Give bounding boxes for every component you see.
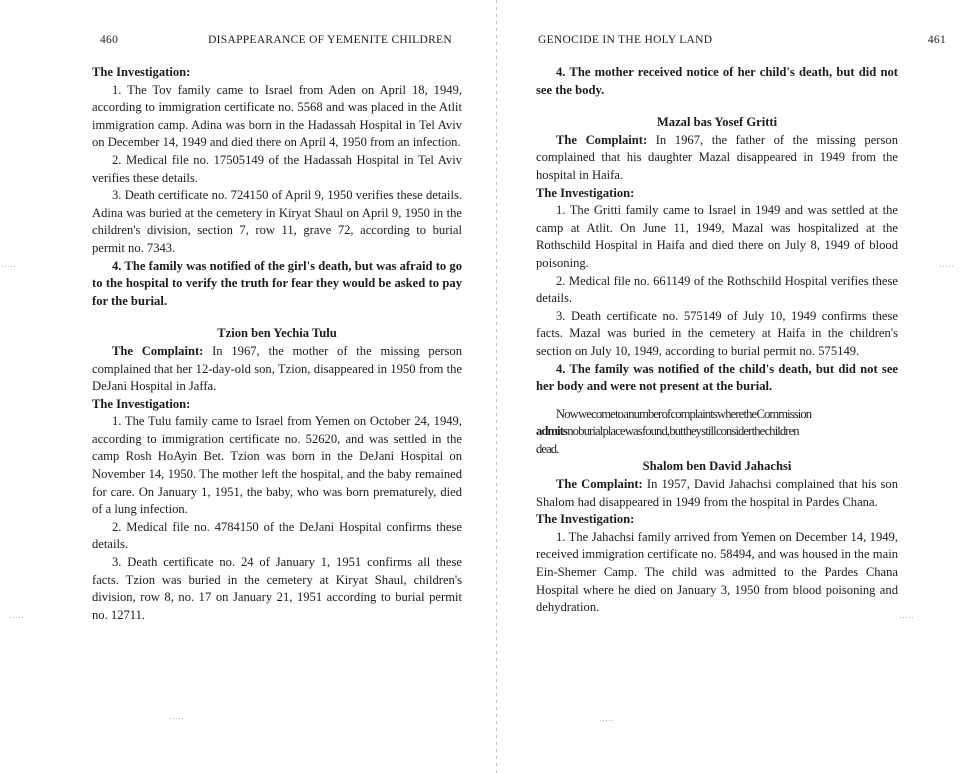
- scan-speck: [170, 718, 184, 719]
- jahachsi-item-1: 1. The Jahachsi family arrived from Yemen on December 14, 1949, received immigration certificate no. 58494, and was housed in the main Ein-Shemer Camp. The child was admitted to the Pardes Chana Hospital where he died on January 3, 1950 from blood poisoning and dehydration.: [536, 529, 898, 615]
- tulu-complaint-label: The Complaint:: [112, 343, 204, 358]
- gritti-investigation-heading: The Investigation:: [536, 185, 635, 200]
- right-header-title: GENOCIDE IN THE HOLY LAND: [538, 34, 713, 46]
- scan-speck: [600, 720, 614, 721]
- gritti-item-4: 4. The family was notified of the child's death, but did not see her body and were not present at the burial.: [536, 361, 898, 394]
- right-page: [506, 0, 972, 773]
- tov-item-4: 4. The family was notified of the girl's death, but was afraid to go to the hospital to verify the truth for fear they would be asked to pay for the burial.: [92, 258, 462, 308]
- tov-investigation-heading: The Investigation:: [92, 65, 191, 79]
- scan-speck: [10, 617, 24, 618]
- right-page-number: 461: [927, 34, 946, 46]
- jahachsi-case-title: Shalom ben David Jahachsi: [642, 459, 792, 474]
- scan-speck: [2, 266, 16, 267]
- scan-speck: [940, 266, 954, 267]
- tulu-item-4: 4. The mother received notice of her child's death, but did not see the body.: [536, 65, 898, 97]
- jahachsi-complaint-label: The Complaint:: [556, 477, 643, 492]
- gritti-complaint: [536, 132, 898, 185]
- tulu-case-title: Tzion ben Yechia Tulu: [217, 326, 337, 341]
- tulu-complaint: [92, 343, 462, 396]
- scan-speck: [900, 617, 914, 618]
- commission-note: [536, 406, 898, 459]
- gritti-item-2: 2. Medical file no. 661149 of the Rothschild Hospital verifies these details.: [536, 273, 898, 306]
- tulu-complaint-text: In 1967, the mother of the missing person complained that her 12-day-old son, Tzion, disappeared in 1950 from the DeJani Hospital in Jaffa.: [92, 343, 462, 394]
- left-header-title: DISAPPEARANCE OF YEMENITE CHILDREN: [208, 34, 452, 46]
- commission-note-admits: admits: [536, 424, 567, 439]
- tov-item-3: 3. Death certificate no. 724150 of April 9, 1950 verifies these details. Adina was buried at the cemetery in Kiryat Shaul on April 9, 1950 in the children's division, section 7, row 11, grave 72, according to burial permit no. 7343.: [92, 188, 462, 255]
- book-gutter: [496, 0, 497, 773]
- commission-note-line3: dead.: [536, 441, 559, 456]
- commission-note-line2: no burial place was found, but they still consider the children: [567, 424, 799, 439]
- gritti-item-1: 1. The Gritti family came to Israel in 1949 and was settled at the camp at Atlit. On June 11, 1949, Mazal was hospitalized at the Rothschild Hospital in Haifa and died there on July 8, 1949 of blood poisoning.: [536, 203, 898, 270]
- jahachsi-complaint: [536, 476, 898, 511]
- gritti-complaint-text: In 1967, the father of the missing person complained that his daughter Mazal disappeared in 1949 from the hospital in Haifa.: [536, 132, 898, 182]
- left-running-head: [100, 34, 452, 46]
- gritti-complaint-label: The Complaint:: [556, 132, 648, 147]
- tulu-investigation-heading: The Investigation:: [92, 396, 191, 411]
- commission-note-line1: Now we come to a number of complaints where the Commission: [556, 406, 812, 421]
- tulu-item-1: 1. The Tulu family came to Israel from Yemen on October 24, 1949, according to immigration certificate no. 52620, and was settled in the camp Rosh HoAyin Bet. Tzion was born in the DeJani Hospital on November 14, 1950. The mother left the hospital, and the baby remained for care. On January 1, 1951, the baby, who was born prematurely, died of a lung infection.: [92, 414, 462, 517]
- tulu-item-2: 2. Medical file no. 4784150 of the DeJani Hospital confirms these details.: [92, 519, 462, 552]
- jahachsi-investigation-heading: The Investigation:: [536, 512, 635, 527]
- jahachsi-complaint-text: In 1957, David Jahachsi complained that his son Shalom had disappeared in 1949 from the hospital in Pardes Chana.: [536, 477, 898, 509]
- right-running-head: [538, 34, 946, 46]
- tov-item-2: 2. Medical file no. 17505149 of the Hadassah Hospital in Tel Aviv verifies these details.: [92, 152, 462, 185]
- left-page-number: 460: [100, 34, 119, 46]
- tulu-item-3: 3. Death certificate no. 24 of January 1, 1951 confirms all these facts. Tzion was buried in the cemetery at Kiryat Shaul, children's division, row 8, no. 17 on January 21, 1951 according to burial permit no. 12711.: [92, 555, 462, 622]
- gritti-item-3: 3. Death certificate no. 575149 of July 10, 1949 confirms these facts. Mazal was buried in the cemetery at Haifa in the children's section on July 10, 1949, according to burial permit no. 575149.: [536, 308, 898, 358]
- tov-item-1: 1. The Tov family came to Israel from Aden on April 18, 1949, according to immigration certificate no. 5568 and was placed in the Atlit immigration camp. Adina was born in the Hadassah Hospital in Tel Aviv on December 14, 1949 and died there on April 4, 1950 from an infection.: [92, 82, 462, 150]
- gritti-case-title: Mazal bas Yosef Gritti: [656, 115, 778, 130]
